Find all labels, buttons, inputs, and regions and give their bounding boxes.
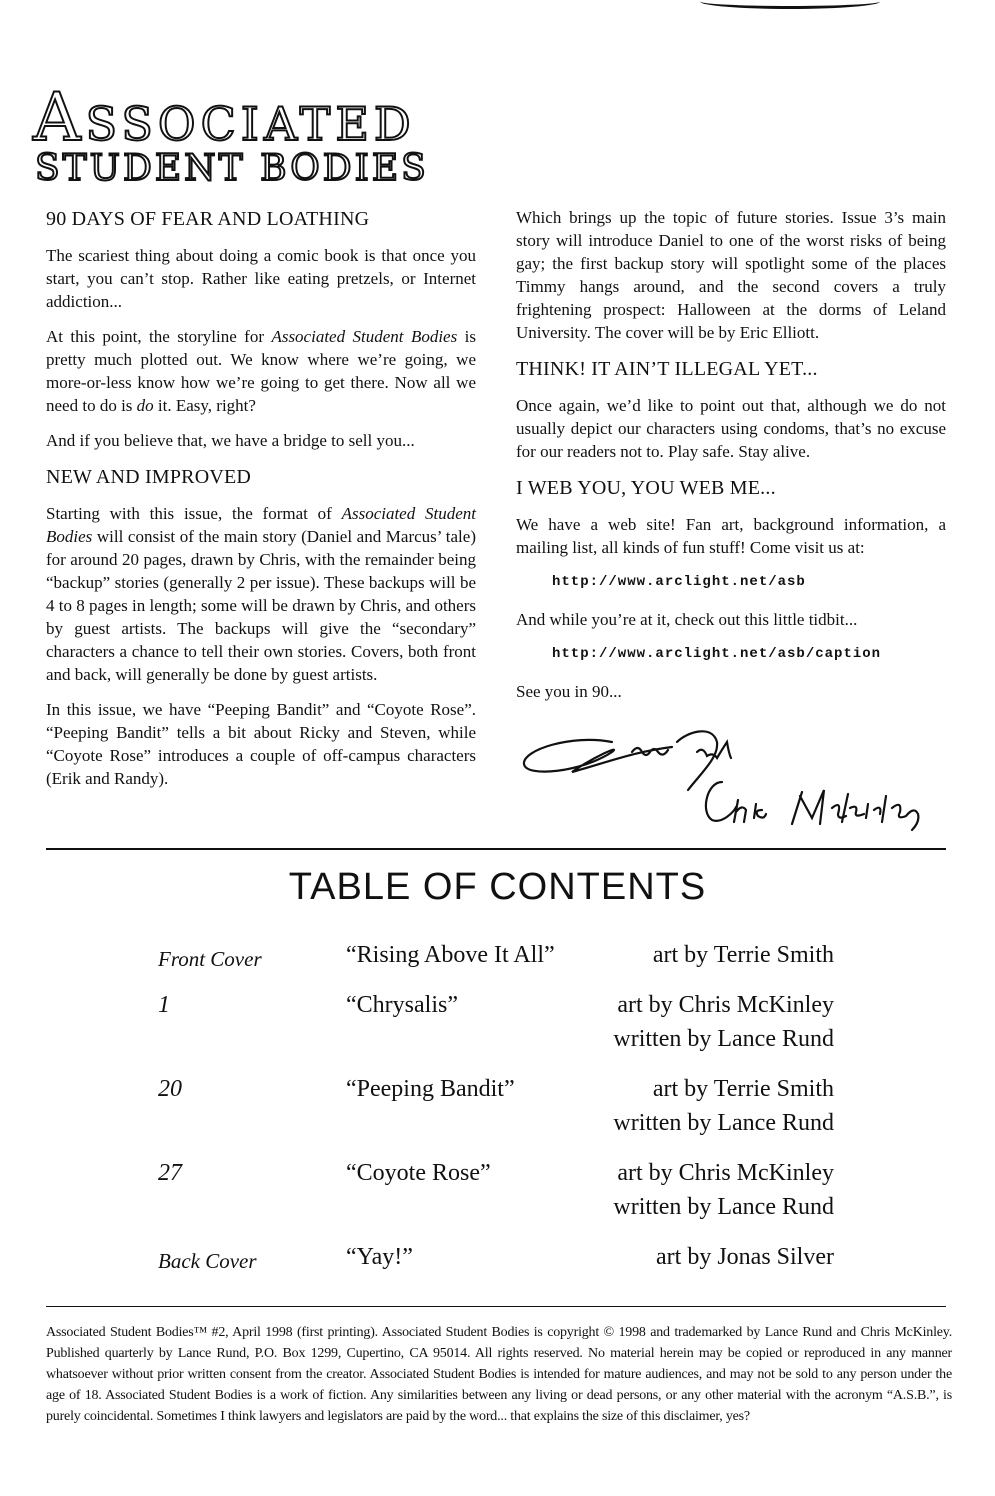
toc-row — [158, 1156, 838, 1240]
section-heading: NEW AND IMPROVED — [46, 466, 252, 488]
toc-title: TABLE OF CONTENTS — [288, 866, 707, 908]
caption-url[interactable]: http://www.arclight.net/asb/caption — [552, 646, 882, 662]
italic-title: Associated Student Bodies — [271, 327, 458, 346]
italic-word: do — [136, 396, 154, 415]
signature-name-2: Chris McKinley — [512, 699, 616, 716]
toc-row — [158, 988, 838, 1072]
toc-page: 27 — [158, 1160, 182, 1186]
toc-story-title: “Chrysalis” — [346, 992, 458, 1018]
legal-disclaimer: Associated Student Bodies™ #2, April 1998 (first printing). Associated Student Bodies is copyright © 1998 and trademarked by Lance Rund and Chris McKinley. Published quarterly by Lance Rund, P.O. Box 1299, Cupertino, CA 95014. All rights reserved. No material herein may be copied or reproduced in any manner whatsoever without prior written consent from the creator. Associated Student Bodies is intended for mature audiences, and may not be sold to any person under the age of 18. Associated Student Bodies is a work of fiction. Any similarities between any living or dead persons, or any other material with the acronym “A.S.B.”, is purely coincidental. Sometimes I think lawyers and legislators are paid by the word... that explains the size of this disclaimer, yes? — [46, 1325, 952, 1424]
text-run: At this point, the storyline for — [46, 327, 272, 346]
italic-title: Associated Student Bodies — [46, 504, 477, 546]
toc-page: Front Cover — [158, 947, 262, 971]
toc-credit: art by Terrie Smith — [652, 1076, 834, 1102]
page-edge-mark — [700, 0, 880, 9]
toc-credit: art by Chris McKinley — [617, 1160, 834, 1186]
toc-page: 20 — [158, 1076, 182, 1102]
paragraph: Which brings up the topic of future stories. Issue 3’s main story will introduce Daniel to one of the worst risks of being gay; the first backup story will spotlight some of the places Timmy hangs around, and the second covers a truly frightening prospect: Halloween at the dorms of Leland University. The cover will be by Eric Elliott. — [516, 208, 946, 342]
toc-credits — [613, 988, 834, 1056]
signature — [512, 699, 952, 832]
toc-credit: art by Jonas Silver — [656, 1244, 834, 1270]
toc-credit: art by Chris McKinley — [617, 992, 834, 1018]
paragraph: We have a web site! Fan art, background information, a mailing list, all kinds of fun stuff! Come visit us at: — [516, 515, 946, 557]
table-of-contents — [158, 938, 838, 1280]
toc-row — [158, 938, 838, 988]
website-url[interactable]: http://www.arclight.net/asb — [552, 574, 806, 590]
paragraph: The scariest thing about doing a comic book is that once you start, you can’t stop. Rather like eating pretzels, or Internet addiction... — [46, 246, 476, 311]
text-run: it. Easy, right? — [153, 396, 256, 415]
toc-credit: written by Lance Rund — [613, 1194, 834, 1220]
paragraph — [46, 502, 476, 686]
toc-story-title: “Peeping Bandit” — [346, 1076, 515, 1102]
toc-credits — [653, 938, 834, 972]
paragraph — [46, 325, 476, 417]
paragraph: See you in 90... — [516, 682, 622, 701]
divider — [46, 1306, 946, 1307]
section-heading: I WEB YOU, YOU WEB ME... — [516, 477, 776, 499]
toc-page: Back Cover — [158, 1249, 257, 1273]
section-heading: THINK! IT AIN’T ILLEGAL YET... — [516, 358, 818, 380]
signature-chris — [706, 782, 918, 830]
left-column — [46, 206, 476, 802]
paragraph: In this issue, we have “Peeping Bandit” and “Coyote Rose”. “Peeping Bandit” tells a bit about Ricky and Steven, while “Coyote Rose” introduces a couple of off-campus characters (Erik and Randy). — [46, 700, 476, 788]
toc-story-title: “Coyote Rose” — [346, 1160, 491, 1186]
toc-story-title: “Rising Above It All” — [346, 942, 555, 968]
divider — [46, 848, 946, 850]
logo — [33, 79, 473, 189]
toc-credits — [656, 1240, 834, 1274]
toc-story-title: “Yay!” — [346, 1244, 413, 1270]
toc-credit: written by Lance Rund — [613, 1110, 834, 1136]
text-run: is pretty much plotted out. We know where we’re going, we more-or-less know how we’re going to get there. Now all we need to do is — [46, 327, 476, 415]
paragraph: Once again, we’d like to point out that, although we do not usually depict our characters using condoms, that’s no excuse for our readers not to. Play safe. Stay alive. — [516, 396, 946, 461]
paragraph: And while you’re at it, check out this little tidbit... — [516, 610, 858, 629]
logo-word1: SSOCIATED — [85, 97, 416, 151]
logo-line1 — [33, 79, 473, 156]
toc-row — [158, 1072, 838, 1156]
toc-credit: art by Terrie Smith — [652, 942, 834, 968]
toc-page: 1 — [158, 992, 170, 1018]
toc-credits — [613, 1156, 834, 1224]
logo-initial: A — [33, 79, 86, 156]
toc-credit: written by Lance Rund — [613, 1026, 834, 1052]
logo-line2: STUDENT BODIES — [35, 148, 429, 189]
paragraph: And if you believe that, we have a bridge to sell you... — [46, 431, 415, 450]
right-column — [516, 206, 946, 715]
signature-lance — [524, 731, 731, 790]
text-run: will consist of the main story (Daniel and Marcus’ tale) for around 20 pages, drawn by Chris, with the remainder being “backup” stories (generally 2 per issue). These backups will be 4 to 8 pages in length; some will be drawn by Chris, and others by guest artists. The backups will give the “secondary” characters a chance to tell their own stories. Covers, both front and back, will generally be done by guest artists. — [46, 527, 476, 684]
text-run: Starting with this issue, the format of — [46, 504, 342, 523]
section-heading: 90 DAYS OF FEAR AND LOATHING — [46, 208, 370, 230]
toc-credits — [613, 1072, 834, 1140]
toc-row — [158, 1240, 838, 1280]
